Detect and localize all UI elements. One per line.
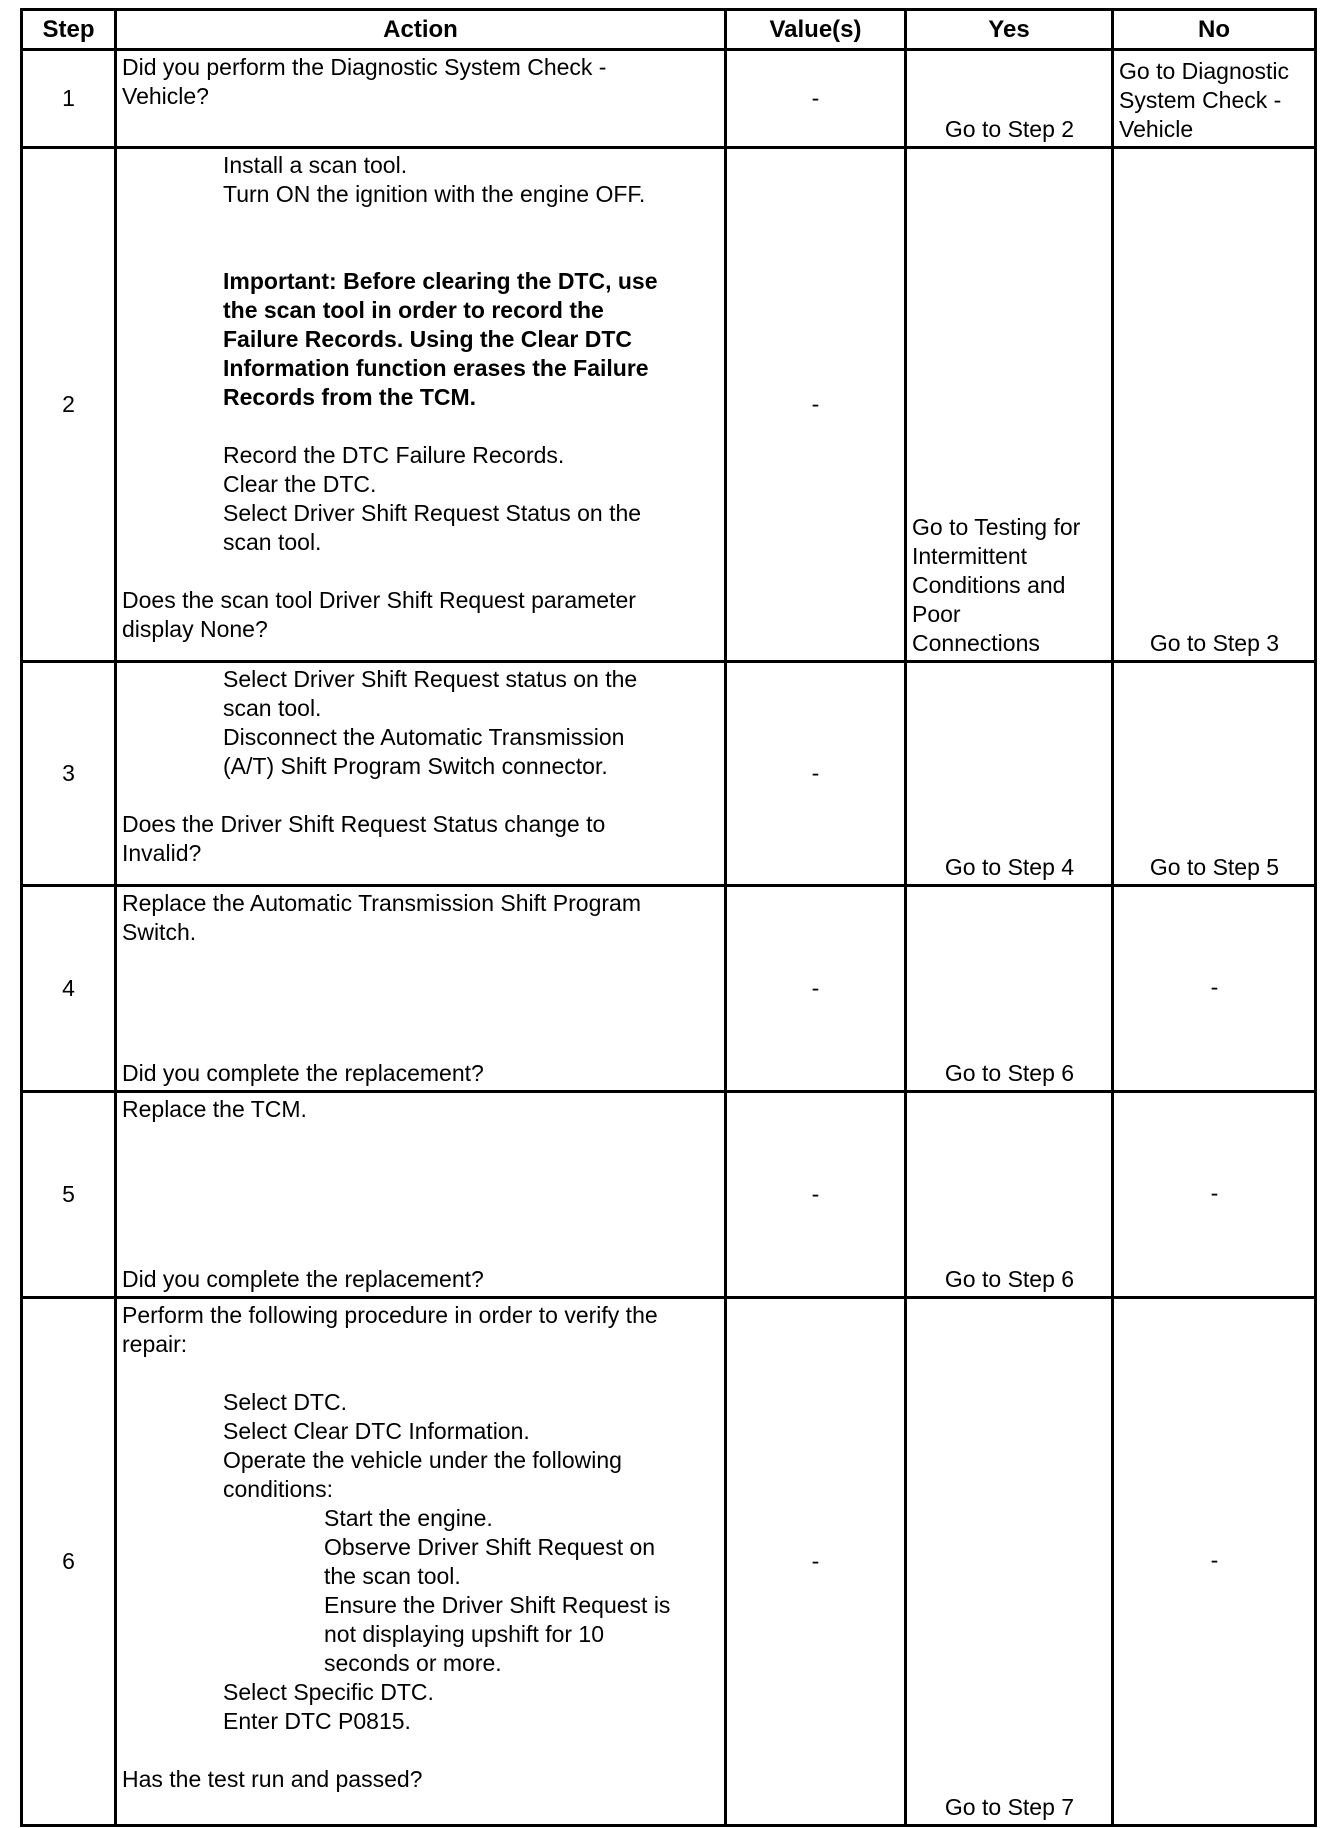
action-line: Replace the TCM. xyxy=(122,1096,307,1122)
diagnostic-table xyxy=(20,8,1317,1827)
no-cell: - xyxy=(1113,1298,1316,1826)
yes-line: Conditions and xyxy=(912,572,1066,598)
table-row-step-3 xyxy=(22,662,1316,886)
no-cell: Go to Step 5 xyxy=(1113,662,1316,886)
no-line: Go to Diagnostic xyxy=(1119,58,1290,84)
action-cell xyxy=(116,148,726,662)
yes-cell xyxy=(906,148,1113,662)
value-cell: - xyxy=(726,1092,906,1298)
action-line: Select Driver Shift Request status on the xyxy=(223,666,638,692)
action-line: the scan tool. xyxy=(324,1563,461,1589)
action-line: Select Clear DTC Information. xyxy=(223,1418,530,1444)
no-cell: Go to Step 3 xyxy=(1113,148,1316,662)
action-line: (A/T) Shift Program Switch connector. xyxy=(223,753,608,779)
question-line: Invalid? xyxy=(122,840,202,866)
action-line: Observe Driver Shift Request on xyxy=(324,1534,656,1560)
important-line: Records from the TCM. xyxy=(223,384,477,410)
action-line: scan tool. xyxy=(223,695,322,721)
table-row-step-6 xyxy=(22,1298,1316,1826)
yes-line: Connections xyxy=(912,630,1040,656)
step-number: 1 xyxy=(22,50,116,148)
header-step: Step xyxy=(22,10,116,50)
action-line: Perform the following procedure in order to verify the xyxy=(122,1302,658,1328)
action-cell xyxy=(116,886,726,1092)
yes-cell: Go to Step 7 xyxy=(906,1298,1113,1826)
yes-cell: Go to Step 2 xyxy=(906,50,1113,148)
action-cell xyxy=(116,50,726,148)
table-row-step-5 xyxy=(22,1092,1316,1298)
step-number: 2 xyxy=(22,148,116,662)
action-line: Select Driver Shift Request Status on the xyxy=(223,500,642,526)
header-no: No xyxy=(1113,10,1316,50)
table-row-step-1 xyxy=(22,50,1316,148)
no-line: System Check - xyxy=(1119,87,1282,113)
action-cell xyxy=(116,1092,726,1298)
yes-line: Poor xyxy=(912,601,961,627)
yes-cell: Go to Step 6 xyxy=(906,1092,1113,1298)
question-line: Did you complete the replacement? xyxy=(122,1060,484,1086)
question-line: display None? xyxy=(122,616,268,642)
action-line: Operate the vehicle under the following xyxy=(223,1447,622,1473)
action-line: Vehicle? xyxy=(122,83,209,109)
question-line: Has the test run and passed? xyxy=(122,1766,423,1792)
header-yes: Yes xyxy=(906,10,1113,50)
action-line: Disconnect the Automatic Transmission xyxy=(223,724,625,750)
table-row-step-2 xyxy=(22,148,1316,662)
value-cell: - xyxy=(726,1298,906,1826)
action-line: Replace the Automatic Transmission Shift Program xyxy=(122,890,642,916)
action-line: Did you perform the Diagnostic System Check - xyxy=(122,54,607,80)
action-line: Record the DTC Failure Records. xyxy=(223,442,565,468)
value-cell: - xyxy=(726,886,906,1092)
no-cell: - xyxy=(1113,1092,1316,1298)
action-line: Select Specific DTC. xyxy=(223,1679,434,1705)
question-line: Does the scan tool Driver Shift Request parameter xyxy=(122,587,636,613)
action-cell xyxy=(116,1298,726,1826)
action-line: repair: xyxy=(122,1331,188,1357)
action-line: Start the engine. xyxy=(324,1505,493,1531)
yes-line: Go to Testing for xyxy=(912,514,1081,540)
action-line: not displaying upshift for 10 xyxy=(324,1621,605,1647)
action-line: Turn ON the ignition with the engine OFF. xyxy=(223,181,646,207)
action-line: Enter DTC P0815. xyxy=(223,1708,411,1734)
question-line: Does the Driver Shift Request Status change to xyxy=(122,811,606,837)
step-number: 3 xyxy=(22,662,116,886)
no-line: Vehicle xyxy=(1119,116,1194,142)
yes-cell: Go to Step 6 xyxy=(906,886,1113,1092)
no-cell xyxy=(1113,50,1316,148)
diagnostic-table-container xyxy=(20,8,1317,1827)
action-line: Ensure the Driver Shift Request is xyxy=(324,1592,671,1618)
table-row-step-4 xyxy=(22,886,1316,1092)
action-line: Select DTC. xyxy=(223,1389,347,1415)
important-line: Important: Before clearing the DTC, use xyxy=(223,268,658,294)
value-cell: - xyxy=(726,50,906,148)
important-line: Failure Records. Using the Clear DTC xyxy=(223,326,632,352)
header-values: Value(s) xyxy=(726,10,906,50)
no-cell: - xyxy=(1113,886,1316,1092)
yes-cell: Go to Step 4 xyxy=(906,662,1113,886)
header-action: Action xyxy=(116,10,726,50)
action-cell xyxy=(116,662,726,886)
step-number: 5 xyxy=(22,1092,116,1298)
important-line: the scan tool in order to record the xyxy=(223,297,604,323)
header-row xyxy=(22,10,1316,50)
step-number: 6 xyxy=(22,1298,116,1826)
action-line: Install a scan tool. xyxy=(223,152,408,178)
action-line: Clear the DTC. xyxy=(223,471,377,497)
important-note xyxy=(223,267,720,412)
value-cell: - xyxy=(726,148,906,662)
important-line: Information function erases the Failure xyxy=(223,355,649,381)
action-line: scan tool. xyxy=(223,529,322,555)
action-line: seconds or more. xyxy=(324,1650,502,1676)
question-line: Did you complete the replacement? xyxy=(122,1266,484,1292)
action-line: Switch. xyxy=(122,919,197,945)
value-cell: - xyxy=(726,662,906,886)
yes-line: Intermittent xyxy=(912,543,1028,569)
action-line: conditions: xyxy=(223,1476,333,1502)
step-number: 4 xyxy=(22,886,116,1092)
